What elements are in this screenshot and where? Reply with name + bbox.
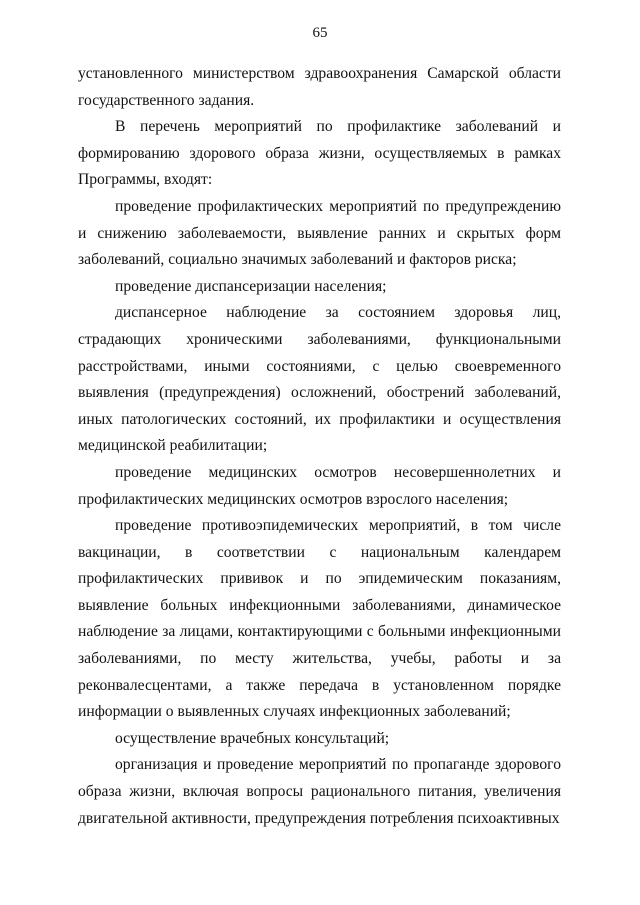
paragraph-item-anti-epidemic: проведение противоэпидемических мероприятий, в том числе вакцинации, в соответствии с национальным календарем профилактических прививок и по эпидемическим показаниям, выявление больных инфекционными заболеваниями, динамическое наблюдение за лицами, контактирующими с больными инфекционными заболеваниями, по месту жительства, учебы, работы и за реконвалесцентами, а также передача в установленном порядке информации о выявленных случаях инфекционных заболеваний; [78, 517, 561, 721]
paragraph-item-consultations: осуществление врачебных консультаций; [115, 729, 390, 747]
paragraph-item-dispensarization: проведение диспансеризации населения; [115, 277, 387, 295]
paragraph-continuation: установленного министерством здравоохранения Самарской области государственного задания. [78, 65, 561, 109]
paragraph-item-prevention: проведение профилактических мероприятий по предупреждению и снижению заболеваемости, выявление ранних и скрытых форм заболеваний, социально значимых заболеваний и факторов риска; [78, 197, 561, 269]
paragraph-item-medical-examinations: проведение медицинских осмотров несовершеннолетних и профилактических медицинских осмотров взрослого населения; [78, 463, 561, 508]
paragraph-item-dispensary-observation: диспансерное наблюдение за состоянием здоровья лиц, страдающих хроническими заболеваниями, функциональными расстройствами, иными состояниями, с целью своевременного выявления (предупреждения) осложнений, обострений заболеваний, иных патологических состояний, их профилактики и осуществления медицинской реабилитации; [78, 304, 561, 455]
paragraph-intro-list: В перечень мероприятий по профилактике заболеваний и формированию здорового образа жизни, осуществляемых в рамках Программы, входят: [78, 118, 561, 189]
document-body [78, 61, 561, 832]
paragraph-item-healthy-lifestyle: организация и проведение мероприятий по пропаганде здорового образа жизни, включая вопросы рационального питания, увеличения двигательной активности, предупреждения потребления психоактивных [78, 756, 561, 827]
page-number: 65 [312, 25, 328, 41]
